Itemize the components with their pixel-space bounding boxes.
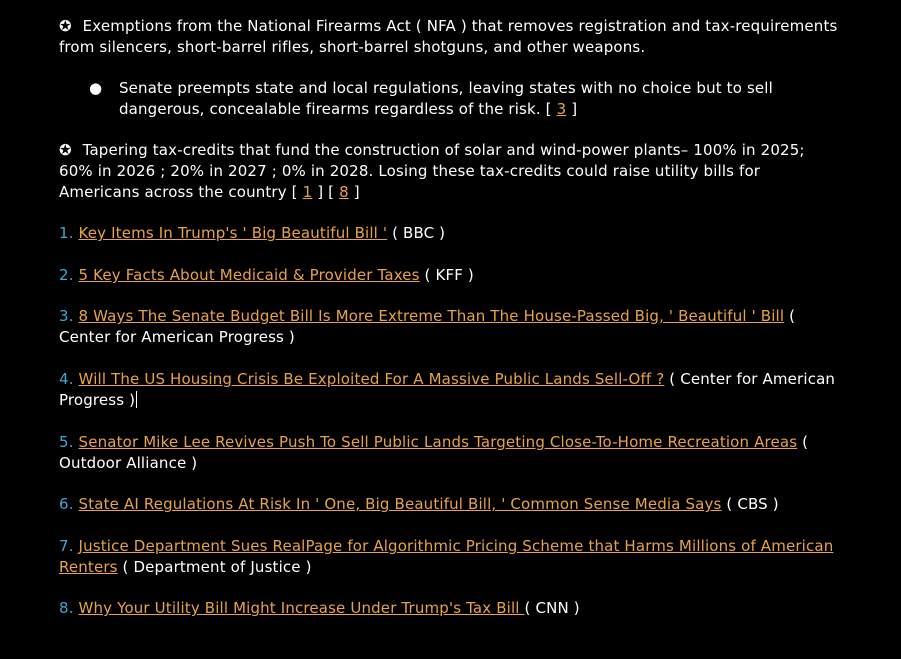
reference-item-1: [59, 223, 839, 244]
bullet-bracket-close: ]: [566, 100, 578, 118]
reference-link[interactable]: Senator Mike Lee Revives Push To Sell Public Lands Targeting Close-To-Home Recreation Areas: [78, 433, 798, 451]
reference-number: 5.: [59, 433, 74, 451]
tax-credits-item: [59, 140, 839, 203]
reference-link[interactable]: 8 Ways The Senate Budget Bill Is More Extreme Than The House-Passed Big, ' Beautiful ' Bill: [78, 307, 785, 325]
reference-link[interactable]: Justice Department Sues RealPage for Algorithmic Pricing Scheme that Harms Millions of American Renters: [59, 537, 834, 576]
reference-source: ( Department of Justice ): [117, 558, 312, 576]
tax-credits-text: Tapering tax-credits that fund the construction of solar and wind-power plants– 100% in 2025; 60% in 2026 ; 20% in 2027 ; 0% in 2028. Losing these tax-credits could raise utility bills for Americans across the country [: [59, 141, 805, 201]
reference-source: ( Center for American Progress ): [59, 307, 796, 346]
footnote-link-3[interactable]: 3: [556, 100, 567, 118]
footnote-link-8[interactable]: 8: [339, 183, 349, 201]
reference-number: 3.: [59, 307, 74, 325]
reference-number: 8.: [59, 599, 74, 617]
reference-source: ( KFF ): [419, 266, 474, 284]
reference-source: ( CBS ): [721, 495, 779, 513]
senate-preempts-bullet: [59, 78, 839, 120]
reference-number: 7.: [59, 537, 74, 555]
text-cursor: [136, 391, 137, 408]
reference-item-5: [59, 432, 839, 474]
reference-link[interactable]: Key Items In Trump's ' Big Beautiful Bill ': [78, 224, 388, 242]
reference-number: 6.: [59, 495, 74, 513]
reference-number: 1.: [59, 224, 74, 242]
reference-item-6: [59, 494, 839, 515]
senate-preempts-text: Senate preempts state and local regulations, leaving states with no choice but to sell dangerous, concealable firearms regardless of the risk. [: [119, 79, 773, 118]
reference-link[interactable]: Will The US Housing Crisis Be Exploited For A Massive Public Lands Sell-Off ?: [78, 370, 665, 388]
reference-source: ( BBC ): [387, 224, 446, 242]
reference-item-4: [59, 369, 839, 411]
reference-link[interactable]: State AI Regulations At Risk In ' One, Big Beautiful Bill, ' Common Sense Media Says: [78, 495, 722, 513]
footnote-bracket-close: ]: [348, 183, 360, 201]
star-circle-icon: ✪: [59, 141, 72, 159]
reference-item-3: [59, 306, 839, 348]
reference-source: ( Center for American Progress ): [59, 370, 836, 409]
nfa-exemptions-item: [59, 16, 839, 58]
reference-link[interactable]: Why Your Utility Bill Might Increase Under Trump's Tax Bill: [78, 599, 525, 617]
reference-item-8: [59, 598, 839, 619]
reference-number: 4.: [59, 370, 74, 388]
star-circle-icon: ✪: [59, 17, 72, 35]
reference-item-2: [59, 265, 839, 286]
reference-link[interactable]: 5 Key Facts About Medicaid & Provider Taxes: [78, 266, 420, 284]
reference-source: ( CNN ): [524, 599, 580, 617]
reference-item-7: [59, 536, 839, 578]
footnote-separator: ] [: [312, 183, 340, 201]
reference-source: ( Outdoor Alliance ): [59, 433, 809, 472]
footnote-link-1[interactable]: 1: [302, 183, 313, 201]
article-content: [59, 16, 839, 619]
reference-number: 2.: [59, 266, 74, 284]
bullet-dot-icon: ●: [89, 79, 103, 97]
nfa-exemptions-text: Exemptions from the National Firearms Act ( NFA ) that removes registration and tax-requirements from silencers, short-barrel rifles, short-barrel shotguns, and other weapons.: [59, 17, 838, 56]
